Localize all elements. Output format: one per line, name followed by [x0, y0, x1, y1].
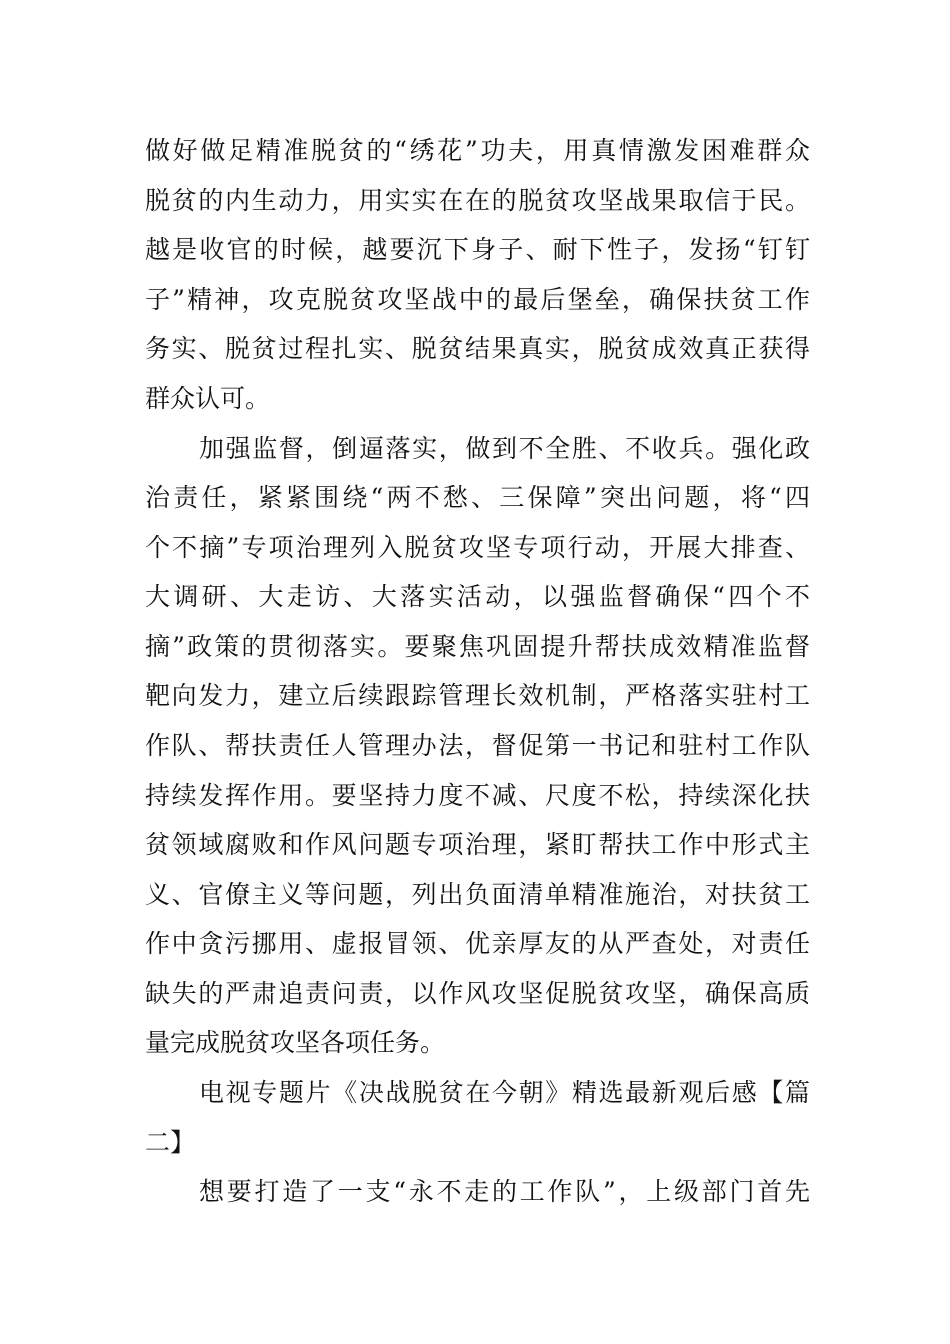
paragraph-1-line-1: 做好做足精准脱贫的“绣花”功夫，用真情激发困难群众: [145, 136, 810, 165]
paragraph-2-line-10: 义、官僚主义等问题，列出负面清单精准施治，对扶贫工: [145, 880, 810, 909]
paragraph-1-line-6: 群众认可。: [145, 384, 271, 413]
paragraph-2-line-6: 靶向发力，建立后续跟踪管理长效机制，严格落实驻村工: [145, 681, 810, 710]
paragraph-2-line-2: 治责任，紧紧围绕“两不愁、三保障”突出问题，将“四: [145, 483, 810, 512]
paragraph-2-line-4: 大调研、大走访、大落实活动，以强监督确保“四个不: [145, 582, 810, 611]
paragraph-1-line-4: 子”精神，攻克脱贫攻坚战中的最后堡垒，确保扶贫工作: [145, 285, 810, 314]
paragraph-2-line-12: 缺失的严肃追责问责，以作风攻坚促脱贫攻坚，确保高质: [145, 979, 810, 1008]
paragraph-3-line-1: 想要打造了一支“永不走的工作队”，上级部门首先: [199, 1177, 810, 1206]
paragraph-2-line-9: 贫领域腐败和作风问题专项治理，紧盯帮扶工作中形式主: [145, 830, 810, 859]
paragraph-1-line-3: 越是收官的时候，越要沉下身子、耐下性子，发扬“钉钉: [145, 235, 810, 264]
paragraph-2-line-13: 量完成脱贫攻坚各项任务。: [145, 1028, 446, 1057]
paragraph-2-line-1: 加强监督，倒逼落实，做到不全胜、不收兵。强化政: [199, 434, 810, 463]
paragraph-2-line-7: 作队、帮扶责任人管理办法，督促第一书记和驻村工作队: [145, 731, 810, 760]
paragraph-2-line-11: 作中贪污挪用、虚报冒领、优亲厚友的从严查处，对责任: [145, 929, 810, 958]
section-heading-line-2: 二】: [145, 1128, 196, 1157]
paragraph-2-line-5: 摘”政策的贯彻落实。要聚焦巩固提升帮扶成效精准监督: [145, 632, 810, 661]
paragraph-2-line-8: 持续发挥作用。要坚持力度不减、尺度不松，持续深化扶: [145, 781, 810, 810]
section-heading-line-1: 电视专题片《决战脱贫在今朝》精选最新观后感【篇: [199, 1078, 810, 1107]
paragraph-1-line-2: 脱贫的内生动力，用实实在在的脱贫攻坚战果取信于民。: [145, 186, 810, 215]
paragraph-1-line-5: 务实、脱贫过程扎实、脱贫结果真实，脱贫成效真正获得: [145, 334, 810, 363]
paragraph-2-line-3: 个不摘”专项治理列入脱贫攻坚专项行动，开展大排查、: [145, 533, 810, 562]
